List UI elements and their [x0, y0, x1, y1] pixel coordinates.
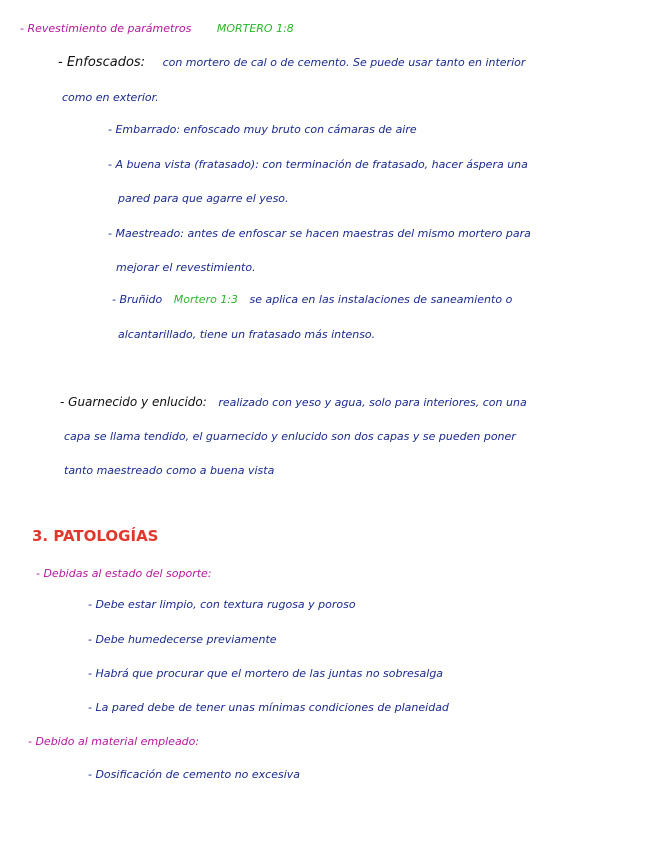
mortar-ratio-label: MORTERO 1:8: [216, 22, 294, 35]
note-line-6: pared para que agarre el yeso.: [118, 192, 289, 205]
note-line-9: [112, 293, 512, 306]
note-line-10: alcantarillado, tiene un fratasado más intenso.: [118, 328, 376, 341]
note-line-19: - La pared debe de tener unas mínimas condiciones de planeidad: [88, 701, 449, 714]
note-line-12: capa se llama tendido, el guarnecido y enlucido son dos capas y se pueden poner: [64, 430, 516, 443]
note-line-17: - Debe humedecerse previamente: [88, 633, 277, 646]
note-line-13: tanto maestreado como a buena vista: [64, 464, 275, 477]
note-line-15: - Debidas al estado del soporte:: [36, 567, 212, 580]
enfoscados-text: con mortero de cal o de cemento. Se puede usar tanto en interior: [162, 56, 526, 69]
note-line-7: - Maestreado: antes de enfoscar se hacen maestras del mismo mortero para: [108, 227, 531, 240]
note-line-3: como en exterior.: [62, 91, 159, 104]
section-title-patologias: 3. PATOLOGÍAS: [32, 527, 159, 545]
section-heading-revestimiento: - Revestimiento de parámetros: [20, 22, 192, 35]
note-line-2: [58, 55, 525, 70]
note-line-11: [60, 395, 527, 409]
brunido-text: se aplica en las instalaciones de saneamiento o: [249, 293, 513, 306]
guarnecido-text: realizado con yeso y agua, solo para interiores, con una: [218, 396, 527, 409]
note-line-5: - A buena vista (fratasado): con terminación de fratasado, hacer áspera una: [108, 158, 528, 171]
note-line-16: - Debe estar limpio, con textura rugosa y poroso: [88, 598, 356, 611]
note-line-21: - Dosificación de cemento no excesiva: [88, 768, 301, 781]
brunido-ratio-label: Mortero 1:3: [173, 293, 239, 306]
note-line-18: - Habrá que procurar que el mortero de las juntas no sobresalga: [88, 667, 444, 680]
subheading-guarnecido: - Guarnecido y enlucido:: [60, 395, 207, 409]
subheading-enfoscados: - Enfoscados:: [58, 55, 146, 70]
note-line-1: [20, 22, 294, 35]
note-line-20: - Debido al material empleado:: [28, 735, 200, 748]
note-line-4: - Embarrado: enfoscado muy bruto con cámaras de aire: [108, 123, 417, 136]
note-line-8: mejorar el revestimiento.: [116, 261, 256, 274]
brunido-label: - Bruñido: [112, 293, 163, 306]
